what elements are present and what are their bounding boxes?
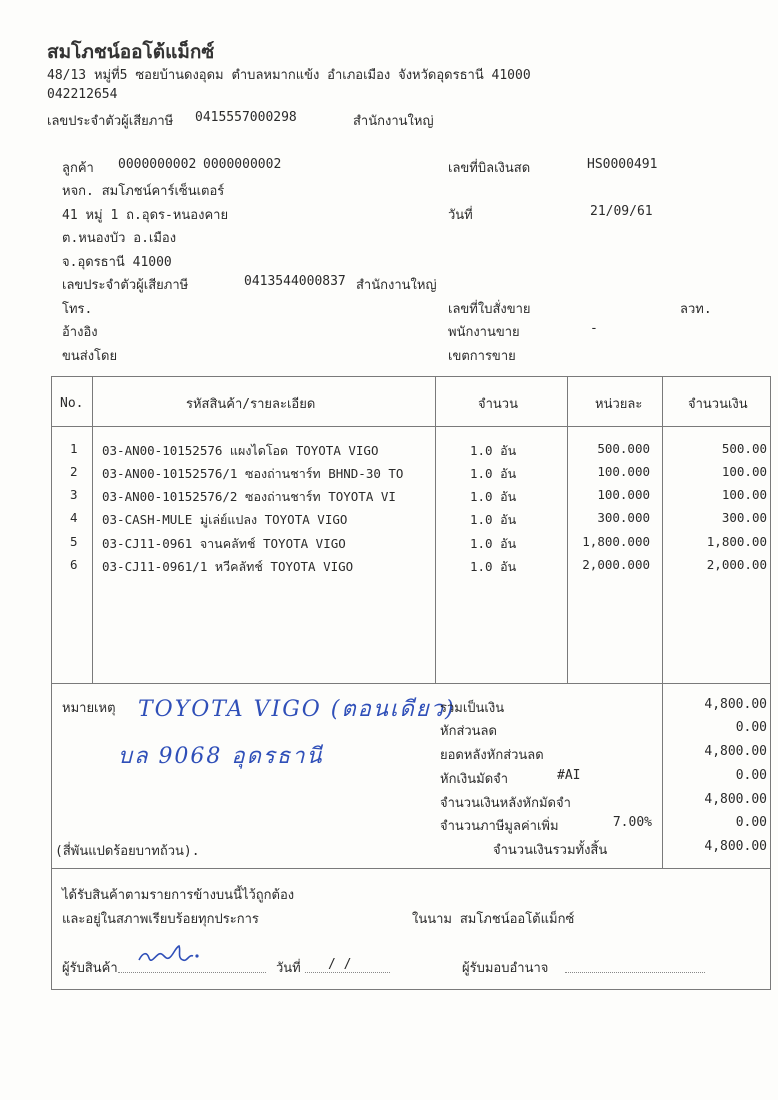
- bill-date-label: วันที่: [448, 208, 473, 223]
- row-description: 03-AN00-10152576/2 ซองถ่านชาร์ท TOYOTA VI: [102, 489, 396, 504]
- row-quantity: 1.0 อัน: [470, 536, 517, 551]
- subtotal-value: 4,800.00: [704, 697, 767, 712]
- right-border: [770, 376, 771, 990]
- row-description: 03-AN00-10152576/1 ซองถ่านชาร์ท BHND-30 TO: [102, 466, 404, 481]
- header-description: รหัสสินค้า/รายละเอียด: [186, 397, 316, 412]
- row-quantity: 1.0 อัน: [470, 443, 517, 458]
- row-amount: 2,000.00: [706, 557, 767, 572]
- on-behalf-of: ในนาม สมโภชน์ออโต้แม็กซ์: [412, 912, 575, 927]
- row-quantity: 1.0 อัน: [470, 559, 517, 574]
- row-no: 1: [70, 441, 78, 456]
- row-unit-price: 100.000: [597, 487, 650, 502]
- row-quantity: 1.0 อัน: [470, 489, 517, 504]
- customer-label: ลูกค้า: [62, 161, 94, 176]
- subtotal-label: รวมเป็นเงิน: [440, 701, 505, 716]
- after-discount-label: ยอดหลังหักส่วนลด: [440, 748, 544, 763]
- row-no: 3: [70, 487, 78, 502]
- deposit-label: หักเงินมัดจำ: [440, 772, 509, 787]
- reference-label: อ้างอิง: [62, 325, 98, 340]
- row-no: 2: [70, 464, 78, 479]
- authorized-label: ผู้รับมอบอำนาจ: [462, 961, 549, 976]
- vat-rate: 7.00%: [612, 815, 652, 830]
- receiver-label: ผู้รับสินค้า: [62, 961, 118, 976]
- company-tax-label: เลขประจำตัวผู้เสียภาษี: [47, 114, 174, 129]
- header-quantity: จำนวน: [478, 397, 518, 412]
- shipping-label: ขนส่งโดย: [62, 349, 118, 364]
- authorized-signature-line: [565, 972, 705, 973]
- vat-value: 0.00: [735, 815, 767, 830]
- handwritten-plate: บล 9068 อุดรธานี: [118, 744, 324, 769]
- row-unit-price: 1,800.000: [582, 534, 650, 549]
- after-deposit-label: จำนวนเงินหลังหักมัดจำ: [440, 796, 571, 811]
- row-amount: 500.00: [721, 441, 767, 456]
- row-amount: 100.00: [721, 464, 767, 479]
- row-quantity: 1.0 อัน: [470, 466, 517, 481]
- row-quantity: 1.0 อัน: [470, 512, 517, 527]
- header-unit-price: หน่วยละ: [595, 397, 643, 412]
- deposit-value: 0.00: [735, 768, 767, 783]
- row-unit-price: 300.000: [597, 510, 650, 525]
- after-deposit-value: 4,800.00: [704, 792, 767, 807]
- row-no: 5: [70, 534, 78, 549]
- col-divider-1: [92, 376, 93, 683]
- amount-in-words: (สี่พันแปดร้อยบาทถ้วน).: [55, 844, 200, 859]
- footer-date-line: [305, 972, 390, 973]
- row-unit-price: 500.000: [597, 441, 650, 456]
- table-top-border: [51, 376, 771, 377]
- received-statement-1: ได้รับสินค้าตามรายการข้างบนนี้ไว้ถูกต้อง: [62, 888, 295, 903]
- col-divider-3: [567, 376, 568, 683]
- customer-code-2: 0000000002: [203, 157, 282, 172]
- bill-no: HS0000491: [587, 157, 658, 172]
- footer-date-blank: / /: [328, 957, 352, 972]
- company-phone: 042212654: [47, 87, 118, 102]
- sales-order-label: เลขที่ใบสั่งขาย: [448, 302, 531, 317]
- totals-bottom-border: [51, 868, 771, 869]
- table-header-border: [51, 426, 771, 427]
- customer-name: หจก. สมโภชน์คาร์เซ็นเตอร์: [62, 184, 225, 199]
- col-divider-2: [435, 376, 436, 683]
- receiver-signature-line: [118, 972, 266, 973]
- vat-label: จำนวนภาษีมูลค่าเพิ่ม: [440, 819, 559, 834]
- after-discount-value: 4,800.00: [704, 744, 767, 759]
- row-description: 03-CASH-MULE มู่เล่ย์แปลง TOYOTA VIGO: [102, 512, 348, 527]
- footer-date-label: วันที่: [276, 961, 301, 976]
- row-unit-price: 100.000: [597, 464, 650, 479]
- customer-branch: สำนักงานใหญ่: [356, 278, 437, 293]
- grand-total-value: 4,800.00: [704, 839, 767, 854]
- table-body-bottom-border: [51, 683, 771, 684]
- row-no: 4: [70, 510, 78, 525]
- salesperson-value: -: [590, 321, 598, 336]
- row-amount: 1,800.00: [706, 534, 767, 549]
- company-name: สมโภชน์ออโต้แม็กซ์: [47, 41, 215, 63]
- row-description: 03-AN00-10152576 แผงไดโอด TOYOTA VIGO: [102, 443, 379, 458]
- row-amount: 100.00: [721, 487, 767, 502]
- company-tax-id: 0415557000298: [195, 110, 297, 125]
- customer-phone-label: โทร.: [62, 302, 93, 317]
- discount-value: 0.00: [735, 720, 767, 735]
- grand-total-label: จำนวนเงินรวมทั้งสิ้น: [493, 843, 608, 858]
- sales-area-label: เขตการขาย: [448, 349, 516, 364]
- footer-bottom-border: [51, 989, 771, 990]
- salesperson-label: พนักงานขาย: [448, 325, 520, 340]
- customer-tax-label: เลขประจำตัวผู้เสียภาษี: [62, 278, 189, 293]
- header-no: No.: [60, 396, 84, 411]
- received-statement-2: และอยู่ในสภาพเรียบร้อยทุกประการ: [62, 912, 259, 927]
- receiver-signature: [135, 944, 205, 970]
- row-no: 6: [70, 557, 78, 572]
- col-divider-4: [662, 376, 663, 868]
- customer-address-2: ต.หนองบัว อ.เมือง: [62, 231, 177, 246]
- header-amount: จำนวนเงิน: [688, 397, 748, 412]
- bill-date: 21/09/61: [590, 204, 653, 219]
- bill-no-label: เลขที่บิลเงินสด: [448, 161, 531, 176]
- sales-order-value: ลวท.: [680, 302, 712, 317]
- discount-label: หักส่วนลด: [440, 724, 497, 739]
- row-description: 03-CJ11-0961 จานคลัทช์ TOYOTA VIGO: [102, 536, 346, 551]
- row-description: 03-CJ11-0961/1 หวีคลัทช์ TOYOTA VIGO: [102, 559, 354, 574]
- left-border: [51, 376, 52, 990]
- customer-address-1: 41 หมู่ 1 ถ.อุดร-หนองคาย: [62, 208, 229, 223]
- row-amount: 300.00: [721, 510, 767, 525]
- company-branch: สำนักงานใหญ่: [353, 114, 434, 129]
- handwritten-vehicle: TOYOTA VIGO (ตอนเดียว): [138, 697, 456, 722]
- remarks-label: หมายเหตุ: [62, 701, 116, 716]
- row-unit-price: 2,000.000: [582, 557, 650, 572]
- customer-tax-id: 0413544000837: [244, 274, 346, 289]
- deposit-code: #AI: [557, 768, 581, 783]
- customer-address-3: จ.อุดรธานี 41000: [62, 255, 172, 270]
- company-address: 48/13 หมู่ที่5 ซอยบ้านดงอุดม ตำบลหมากแข้ง อำเภอเมือง จังหวัดอุดรธานี 41000: [47, 68, 531, 83]
- customer-code-1: 0000000002: [118, 157, 197, 172]
